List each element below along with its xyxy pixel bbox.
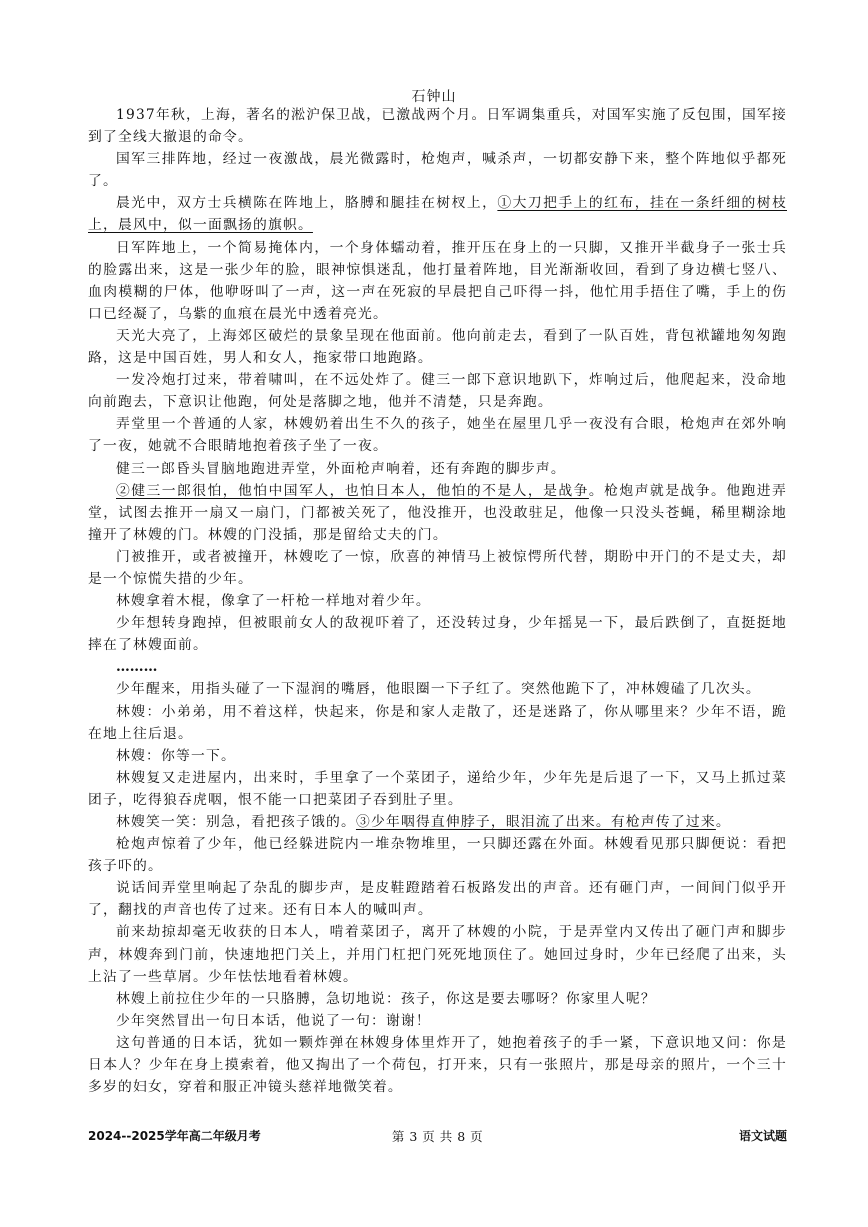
body-paragraph: 一发冷炮打过来，带着啸叫，在不远处炸了。健三一郎下意识地趴下，炸响过后，他爬起来，没命地向前跑去，下意识让他跑，何处是落脚之地，他并不清楚，只是奔跑。 xyxy=(88,372,787,411)
paragraph-text: 。 xyxy=(715,814,731,830)
body-paragraph: 林嫂：小弟弟，用不着这样，快起来，你是和家人走散了，还是迷路了，你从哪里来？少年不语，跪在地上往后退。 xyxy=(88,703,787,742)
body-paragraph: 林嫂复又走进屋内，出来时，手里拿了一个菜团子，递给少年，少年先是后退了一下，又马上抓过菜团子，吃得狼吞虎咽，恨不能一口把菜团子吞到肚子里。 xyxy=(88,769,787,808)
body-paragraph: 门被推开，或者被撞开，林嫂吃了一惊，欣喜的神情马上被惊愕所代替，期盼中开门的不是丈夫，却是一个惊慌失措的少年。 xyxy=(88,548,787,587)
page-number: 第 3 页 共 8 页 xyxy=(391,1129,484,1144)
underlined-marked-sentence: ②健三一郎很怕，他怕中国军人，也怕日本人，他怕的不是人，是战争 xyxy=(116,482,589,499)
page-footer xyxy=(88,1127,787,1147)
body-paragraph xyxy=(88,192,787,236)
body-paragraph: 林嫂拿着木棍，像拿了一杆枪一样地对着少年。 xyxy=(116,593,431,610)
paragraph-text: 晨光中，双方士兵横陈在阵地上，胳膊和腿挂在树杈上， xyxy=(116,195,498,212)
body-paragraph: 健三一郎昏头冒脑地跑进弄堂，外面枪声响着，还有奔跑的脚步声。 xyxy=(116,460,566,477)
body-paragraph: 说话间弄堂里响起了杂乱的脚步声，是皮鞋蹬踏着石板路发出的声音。还有砸门声，一间间门似乎开了，翻找的声音也传了过来。还有日本人的喊叫声。 xyxy=(88,880,787,919)
body-paragraph xyxy=(88,480,787,546)
body-paragraph: 少年想转身跑掉，但被眼前女人的敌视吓着了，还没转过身，少年摇晃一下，最后跌倒了，直挺挺地摔在了林嫂面前。 xyxy=(88,615,787,654)
body-paragraph: 林嫂：你等一下。 xyxy=(116,747,236,764)
body-paragraph: 1937年秋，上海，著名的淞沪保卫战，已激战两个月。日军调集重兵，对国军实施了反包围，国军接到了全线大撤退的命令。 xyxy=(88,107,787,146)
article-title: 石钟山 xyxy=(411,89,457,105)
body-paragraph: 国军三排阵地，经过一夜激战，晨光微露时，枪炮声，喊杀声，一切都安静下来，整个阵地似乎都死了。 xyxy=(88,151,787,190)
body-paragraph: 少年醒来，用指头碰了一下湿润的嘴唇，他眼圈一下子红了。突然他跪下了，冲林嫂磕了几次头。 xyxy=(116,681,761,698)
body-paragraph: 前来劫掠却毫无收获的日本人，啃着菜团子，离开了林嫂的小院，于是弄堂内又传出了砸门声和脚步声，林嫂奔到门前，快速地把门关上，并用门杠把门死死地顶住了。她回过身时，少年已经爬了出来，头上沾了一些草屑。少年怯怯地看着林嫂。 xyxy=(88,924,787,985)
paragraph-text: 。枪炮声就是战争。他跑进弄堂，试图去推开一扇又一扇门，门都被关死了，他没推开，也没敢驻足，他像一只没头苍蝇，稀里糊涂地撞开了林嫂的门。林嫂的门没插，那是留给丈夫的门。 xyxy=(88,482,787,543)
underlined-marked-sentence: ③少年咽得直伸脖子，眼泪流了出来。有枪声传了过来 xyxy=(355,814,716,830)
underlined-marked-sentence: ①大刀把手上的红布，挂在一条纤细的树枝上，晨风中，似一面飘扬的旗帜。 xyxy=(88,195,787,234)
article-body xyxy=(88,104,787,1098)
body-paragraph: 枪炮声惊着了少年，他已经躲进院内一堆杂物堆里，一只脚还露在外面。林嫂看见那只脚便说：看把孩子吓的。 xyxy=(88,836,787,875)
ellipsis-break: ……… xyxy=(116,659,158,676)
body-paragraph: 天光大亮了，上海郊区破烂的景象呈现在他面前。他向前走去，看到了一队百姓，背包袱罐地匆匆跑路，这是中国百姓，男人和女人，拖家带口地跑路。 xyxy=(88,327,787,367)
exam-name: 2024--2025学年高二年级月考 xyxy=(88,1129,261,1143)
paragraph-text: 林嫂笑一笑：别急，看把孩子饿的。 xyxy=(116,814,356,830)
body-paragraph: 这句普通的日本话，犹如一颗炸弹在林嫂身体里炸开了，她抱着孩子的手一紧，下意识地又问：你是日本人？少年在身上摸索着，他又掏出了一个荷包，打开来，只有一张照片，那是母亲的照片，一个三十多岁的妇女，穿着和服正冲镜头慈祥地微笑着。 xyxy=(88,1034,787,1096)
body-paragraph xyxy=(88,811,787,833)
body-paragraph: 少年突然冒出一句日本话，他说了一句：谢谢！ xyxy=(116,1012,431,1029)
body-paragraph: 弄堂里一个普通的人家，林嫂奶着出生不久的孩子，她坐在屋里几乎一夜没有合眼，枪炮声在郊外响了一夜，她就不合眼睛地抱着孩子坐了一夜。 xyxy=(88,416,787,455)
body-paragraph: 林嫂上前拉住少年的一只胳膊，急切地说：孩子，你这是要去哪呀？你家里人呢？ xyxy=(116,990,656,1007)
subject-name: 语文试题 xyxy=(738,1129,787,1143)
body-paragraph: 日军阵地上，一个简易掩体内，一个身体蠕动着，推开压在身上的一只脚，又推开半截身子一张士兵的脸露出来，这是一张少年的脸，眼神惊惧迷乱，他打量着阵地，目光渐渐收回，看到了身边横七竖八、血肉模糊的尸体，他咿呀叫了一声，这一声在死寂的早晨把自己吓得一抖，他忙用手捂住了嘴，手上的伤口已经凝了，乌紫的血痕在晨光中透着亮光。 xyxy=(88,239,787,322)
